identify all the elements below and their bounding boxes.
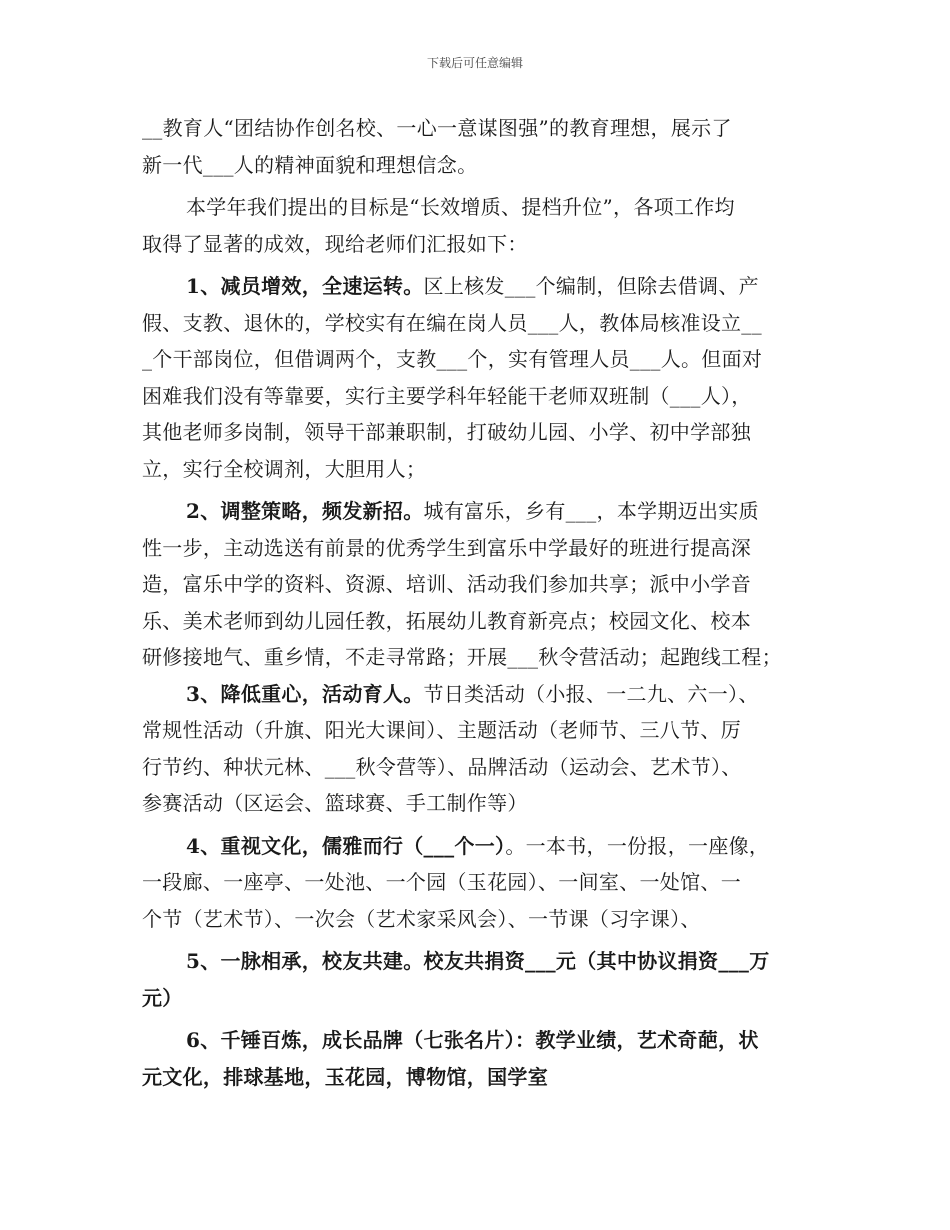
text-line: 造，富乐中学的资料、资源、培训、活动我们参加共享；派中小学音 — [142, 572, 751, 596]
item-2-text: 城有富乐，乡有___，本学期迈出实质 — [423, 499, 759, 523]
document-body — [142, 110, 818, 1095]
text-line: _个干部岗位，但借调两个，支教___个，实有管理人员___人。但面对 — [142, 347, 763, 371]
text-line: 假、支教、退休的，学校实有在编在岗人员___人，教体局核准设立__ — [142, 310, 762, 335]
paragraph-start: 本学年我们提出的目标是“长效增质、提档升位”，各项工作均 — [186, 195, 735, 219]
text-line: 元） — [142, 985, 183, 1010]
text-line: 困难我们没有等靠要，实行主要学科年轻能干老师双班制（___人）， — [142, 383, 752, 408]
item-2-line — [142, 493, 818, 530]
text-line: 性一步，主动选送有前景的优秀学生到富乐中学最好的班进行提高深 — [142, 535, 751, 560]
text-line: __教育人“团结协作创名校、一心一意谋图强”的教育理想，展示了 — [142, 116, 732, 140]
text-line: 一段廊、一座亭、一处池、一个园（玉花园）、一间室、一处馆、一 — [142, 870, 741, 894]
item-4-text: 。一本书，一份报，一座像， — [505, 833, 770, 858]
item-3-line — [142, 676, 818, 713]
item-1-heading: 1、减员增效，全速运转。 — [186, 274, 424, 298]
item-1-line — [142, 268, 818, 305]
text-line: 研修接地气、重乡情，不走寻常路；开展___秋令营活动；起跑线工程； — [142, 645, 782, 669]
item-6-line: 6、千锤百炼，成长品牌（七张名片）：教学业绩，艺术奇葩，状 — [186, 1028, 759, 1052]
item-3-text: 节日类活动（小报、一二九、六一）、 — [423, 681, 759, 706]
item-4-heading: 4、重视文化，儒雅而行（___个一） — [186, 833, 506, 858]
item-2-heading: 2、调整策略，频发新招。 — [186, 499, 424, 523]
text-line: 立，实行全校调剂，大胆用人； — [142, 456, 427, 481]
text-line: 取得了显著的成效，现给老师们汇报如下： — [142, 231, 528, 256]
text-line: 新一代___人的精神面貌和理想信念。 — [142, 152, 478, 177]
text-line: 元文化，排球基地，玉花园，博物馆，国学室 — [142, 1064, 548, 1089]
item-1-text: 区上核发___个编制，但除去借调、产 — [423, 274, 759, 298]
text-line: 常规性活动（升旗、阳光大课间）、主题活动（老师节、三八节、厉 — [142, 718, 741, 742]
text-line: 参赛活动（区运会、篮球赛、手工制作等） — [142, 791, 528, 815]
text-line: 行节约、种状元林、___秋令营等）、品牌活动（运动会、艺术节）、 — [142, 754, 742, 779]
text-line: 乐、美术老师到幼儿园任教，拓展幼儿教育新亮点；校园文化、校本 — [142, 608, 751, 633]
text-line: 其他老师多岗制，领导干部兼职制，打破幼儿园、小学、初中学部独 — [142, 420, 751, 444]
text-line: 个节（艺术节）、一次会（艺术家采风会）、一节课（习字课）、 — [142, 906, 701, 931]
item-5-line: 5、一脉相承，校友共建。校友共捐资___元（其中协议捐资___万 — [186, 949, 770, 973]
item-3-heading: 3、降低重心，活动育人。 — [186, 681, 424, 706]
page-header: 下载后可任意编辑 — [426, 56, 523, 70]
item-4-line — [142, 828, 818, 865]
